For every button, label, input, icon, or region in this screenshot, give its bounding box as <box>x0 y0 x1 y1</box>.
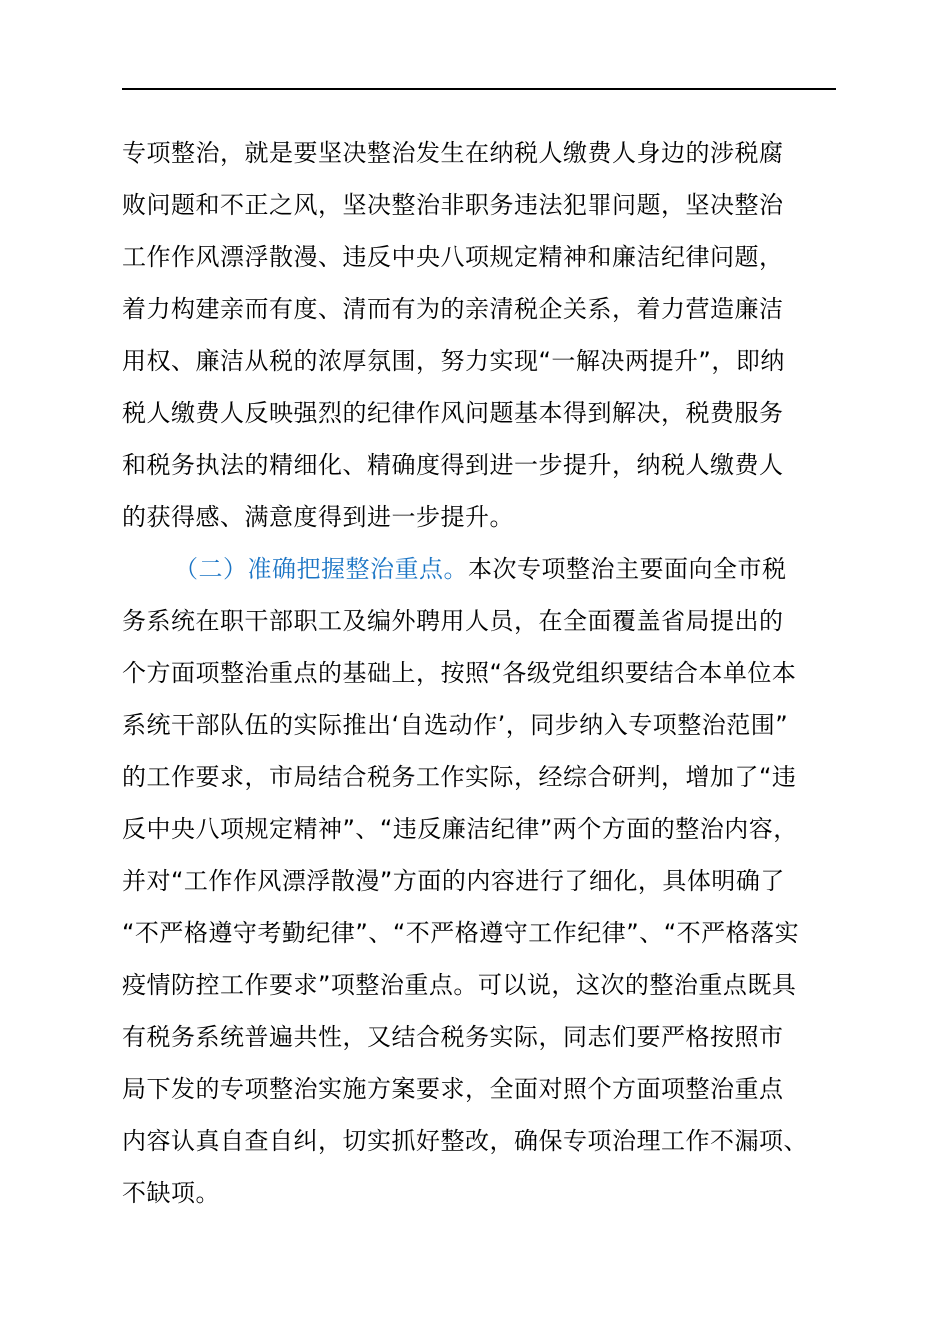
text-line: 用权、廉洁从税的浓厚氛围，努力实现“一解决两提升”，即纳 <box>122 347 785 375</box>
text-line: 疫情防控工作要求”项整治重点。可以说，这次的整治重点既具 <box>122 971 797 999</box>
document-body <box>122 127 836 1219</box>
text-line: 反中央八项规定精神”、“违反廉洁纪律”两个方面的整治内容， <box>122 815 798 843</box>
text-line: 内容认真自查自纠，切实抓好整改，确保专项治理工作不漏项、 <box>122 1127 808 1155</box>
text-line: 个方面项整治重点的基础上，按照“各级党组织要结合本单位本 <box>122 659 797 687</box>
text-line: 有税务系统普遍共性，又结合税务实际，同志们要严格按照市 <box>122 1023 784 1051</box>
paragraph-2-first-line <box>122 543 836 595</box>
header-rule <box>122 88 836 90</box>
text-line: “不严格遵守考勤纪律”、“不严格遵守工作纪律”、“不严格落实 <box>122 919 800 947</box>
text-line: 系统干部队伍的实际推出‘自选动作’，同步纳入专项整治范围” <box>122 711 789 739</box>
text-line: 败问题和不正之风，坚决整治非职务违法犯罪问题，坚决整治 <box>122 191 784 219</box>
section-heading: （二）准确把握整治重点。 <box>174 555 468 583</box>
text-line: 工作作风漂浮散漫、违反中央八项规定精神和廉洁纪律问题， <box>122 243 784 271</box>
text-line: 并对“工作作风漂浮散漫”方面的内容进行了细化，具体明确了 <box>122 867 785 895</box>
paragraph-1 <box>122 127 836 543</box>
paragraph-2 <box>122 543 836 1219</box>
text-line: 不缺项。 <box>122 1179 220 1207</box>
text-line: 着力构建亲而有度、清而有为的亲清税企关系，着力营造廉洁 <box>122 295 784 323</box>
text-line: 税人缴费人反映强烈的纪律作风问题基本得到解决，税费服务 <box>122 399 784 427</box>
text-line: 务系统在职干部职工及编外聘用人员，在全面覆盖省局提出的 <box>122 607 784 635</box>
text-line: 专项整治，就是要坚决整治发生在纳税人缴费人身边的涉税腐 <box>122 139 784 167</box>
text-line: 和税务执法的精细化、精确度得到进一步提升，纳税人缴费人 <box>122 451 784 479</box>
text-run: 本次专项整治主要面向全市税 <box>468 555 787 583</box>
text-line: 的工作要求，市局结合税务工作实际，经综合研判，增加了“违 <box>122 763 797 791</box>
text-line: 局下发的专项整治实施方案要求，全面对照个方面项整治重点 <box>122 1075 784 1103</box>
text-line: 的获得感、满意度得到进一步提升。 <box>122 503 514 531</box>
